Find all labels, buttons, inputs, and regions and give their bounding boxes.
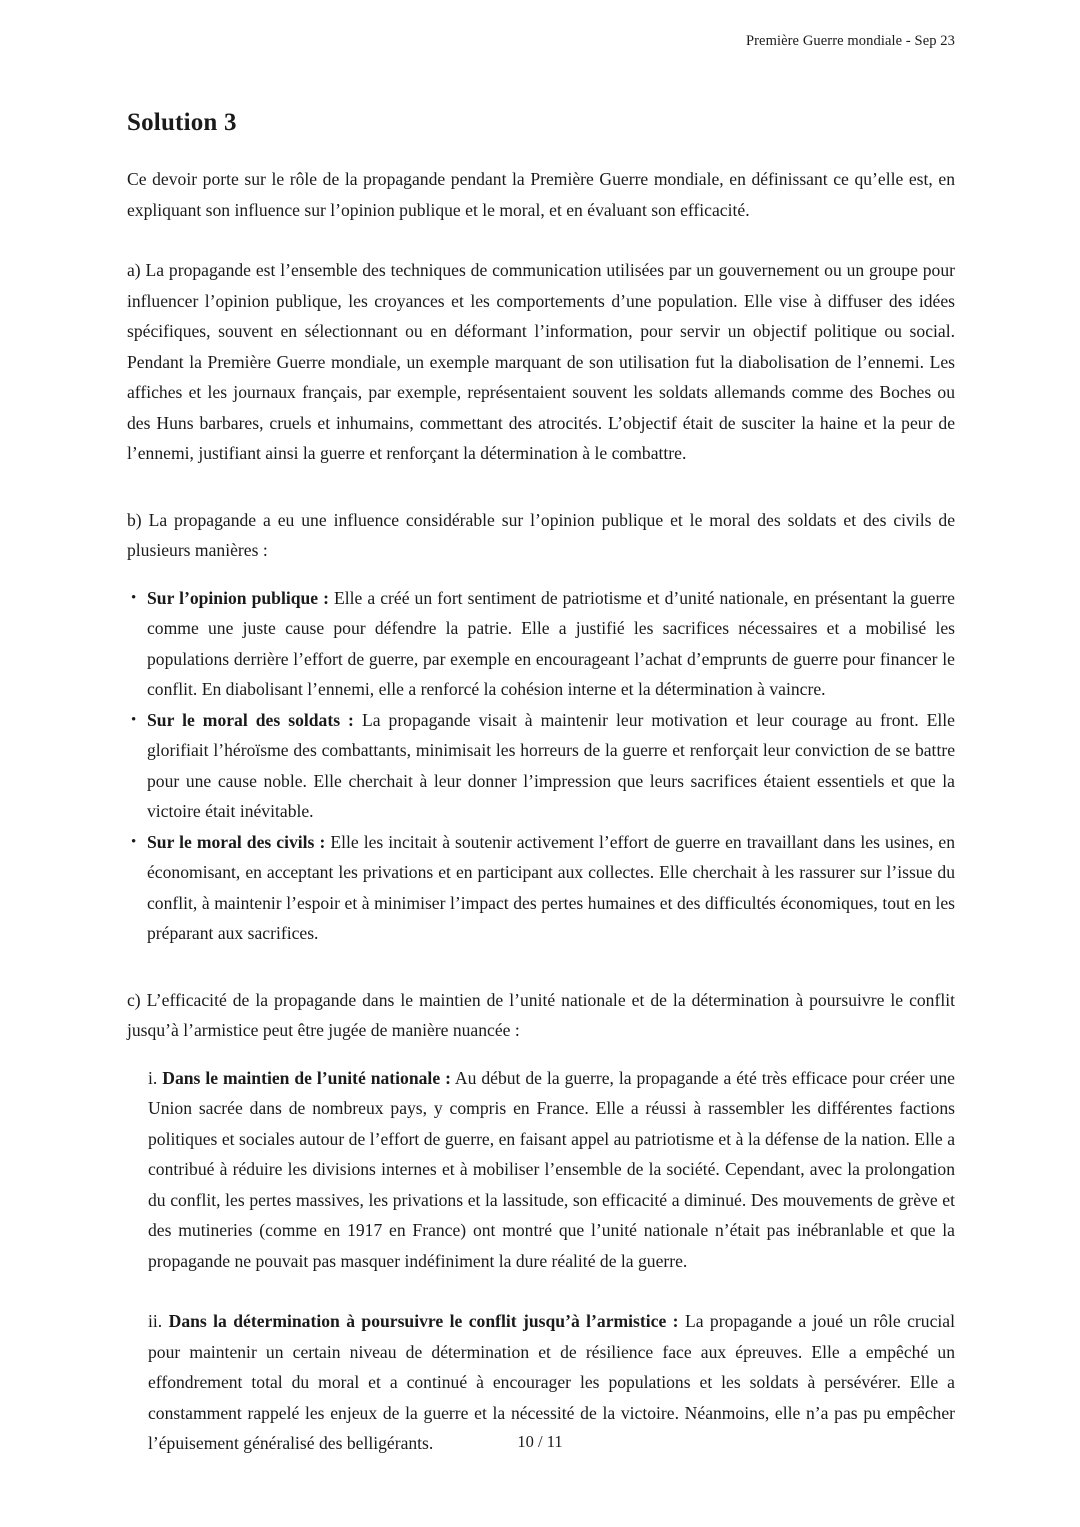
subitem-lead: Dans le maintien de l’unité nationale :: [162, 1067, 451, 1088]
bullet-lead: Sur l’opinion publique :: [147, 587, 329, 608]
efficacy-subitem-list: [127, 1063, 955, 1459]
bullet-text: Elle a créé un fort sentiment de patriotisme et d’unité nationale, en présentant la guerre comme une juste cause pour défendre la patrie. Elle a justifié les sacrifices nécessaires et a mobilisé les populations derrière l’effort de guerre, par exemple en encourageant l’achat d’emprunts de guerre pour financer le conflit. En diabolisant l’ennemi, elle a renforcé la cohésion interne et la détermination à vaincre.: [147, 587, 955, 699]
list-item: [127, 583, 955, 705]
influence-bullet-list: [127, 583, 955, 949]
intro-paragraph: Ce devoir porte sur le rôle de la propagande pendant la Première Guerre mondiale, en définissant ce qu’elle est, en expliquant son influence sur l’opinion publique et le moral, et en évaluant son efficacité.: [127, 169, 955, 220]
page-number: 10 / 11: [517, 1432, 563, 1451]
running-header: Première Guerre mondiale - Sep 23: [745, 33, 955, 49]
paragraph-b-intro: b) La propagande a eu une influence considérable sur l’opinion publique et le moral des soldats et des civils de plusieurs manières :: [127, 509, 955, 560]
bullet-text: La propagande visait à maintenir leur motivation et leur courage au front. Elle glorifiait l’héroïsme des combattants, minimisait les horreurs de la guerre et renforçait leur conviction de se battre pour une cause noble. Elle cherchait à leur donner l’impression que leurs sacrifices étaient essentiels et que la victoire était inévitable.: [147, 709, 955, 821]
page-title: Solution 3: [127, 109, 237, 136]
list-item: [127, 705, 955, 827]
subitem-marker: ii.: [148, 1311, 163, 1331]
list-item: [127, 827, 955, 949]
subitem-text: Au début de la guerre, la propagande a été très efficace pour créer une Union sacrée dans de nombreux pays, y compris en France. Elle a réussi à rassembler les différentes factions politiques et sociales autour de l’effort de guerre, en faisant appel au patriotisme et à la défense de la nation. Elle a contribué à réduire les divisions internes et à mobiliser l’ensemble de la société. Cependant, avec la prolongation du conflit, les pertes massives, les privations et la lassitude, son efficacité a diminué. Des mouvements de grève et des mutineries (comme en 1917 en France) ont montré que l’unité nationale n’était pas inébranlable et que la propagande ne pouvait pas masquer indéfiniment la dure réalité de la guerre.: [148, 1067, 955, 1271]
paragraph-c-intro: c) L’efficacité de la propagande dans le maintien de l’unité nationale et de la détermination à poursuivre le conflit jusqu’à l’armistice peut être jugée de manière nuancée :: [127, 989, 955, 1040]
bullet-text: Elle les incitait à soutenir activement l’effort de guerre en travaillant dans les usines, en économisant, en acceptant les privations et en participant aux collectes. Elle cherchait à les rassurer sur l’issue du conflit, à maintenir l’espoir et à minimiser l’impact des pertes humaines et des difficultés économiques, tout en les préparant aux sacrifices.: [147, 831, 955, 943]
subitem-lead: Dans la détermination à poursuivre le conflit jusqu’à l’armistice :: [168, 1311, 679, 1331]
list-item: [148, 1063, 955, 1277]
bullet-lead: Sur le moral des civils :: [147, 831, 326, 852]
paragraph-a: a) La propagande est l’ensemble des techniques de communication utilisées par un gouvernement ou un groupe pour influencer l’opinion publique, les croyances et les comportements d’une population. Elle vise à diffuser des idées spécifiques, souvent en sélectionnant ou en déformant l’information, pour servir un objectif politique ou social. Pendant la Première Guerre mondiale, un exemple marquant de son utilisation fut la diabolisation de l’ennemi. Les affiches et les journaux français, par exemple, représentaient souvent les soldats allemands comme des Boches ou des Huns barbares, cruels et inhumains, commettant des atrocités. L’objectif était de susciter la haine et la peur de l’ennemi, justifiant ainsi la guerre et renforçant la détermination à le combattre.: [127, 260, 955, 463]
subitem-marker: i.: [148, 1067, 158, 1088]
page-content: [127, 108, 955, 1459]
subitem-text: La propagande a joué un rôle crucial pour maintenir un certain niveau de détermination et de résilience face aux épreuves. Elle a empêché un effondrement total du moral et a continué à encourager les populations et les soldats à persévérer. Elle a constamment rappelé les enjeux de la guerre et la nécessité de la victoire. Néanmoins, elle n’a pas pu empêcher l’épuisement généralisé des belligérants.: [148, 1311, 955, 1453]
bullet-lead: Sur le moral des soldats :: [147, 709, 354, 730]
